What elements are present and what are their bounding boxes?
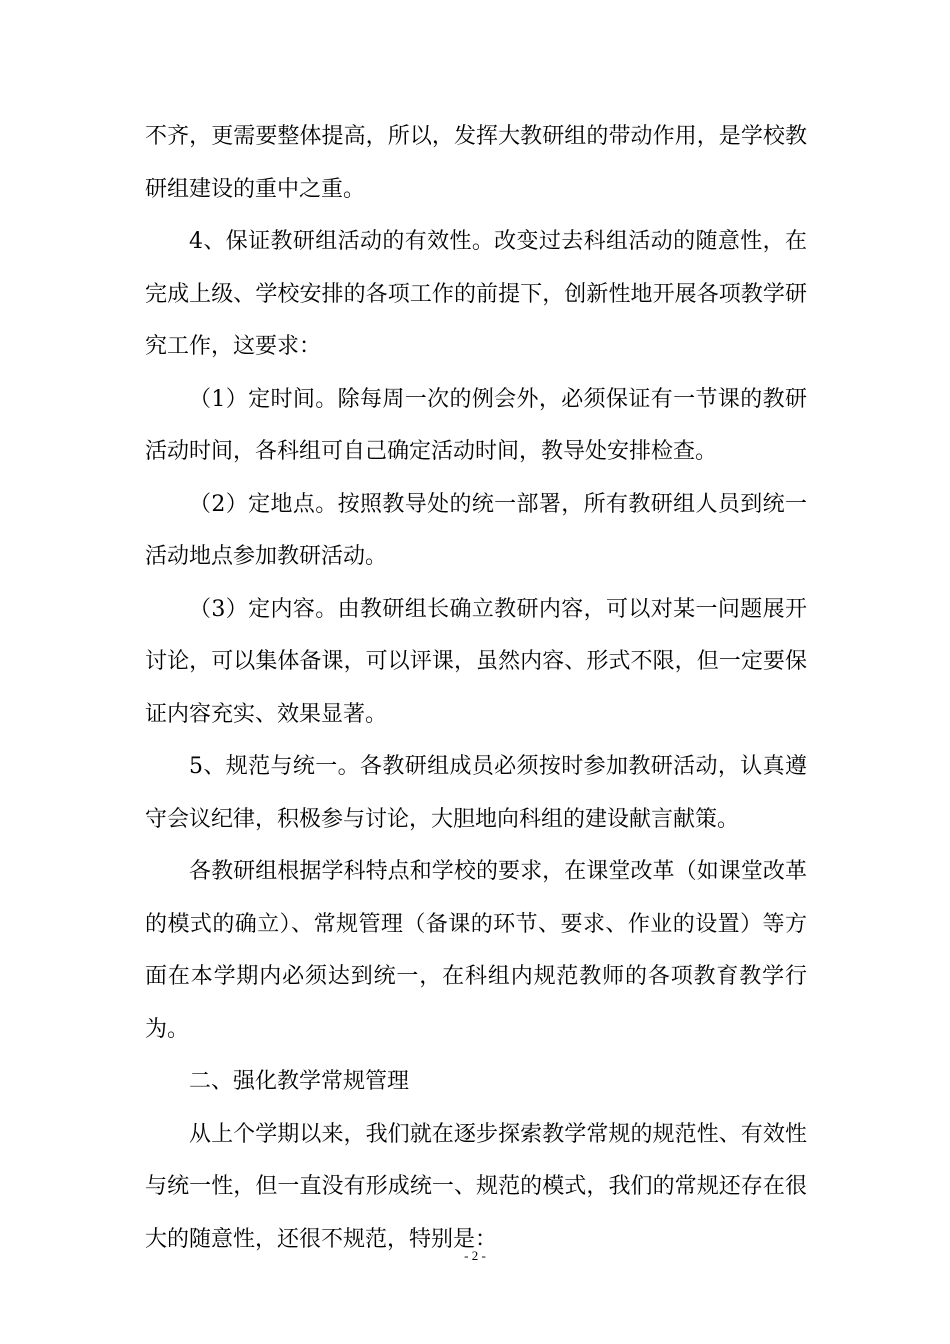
paragraph-subitem-2: （2）定地点。按照教导处的统一部署，所有教研组人员到统一活动地点参加教研活动。	[145, 491, 807, 569]
paragraph-unification: 各教研组根据学科特点和学校的要求，在课堂改革（如课堂改革的模式的确立）、常规管理（备课的环节、要求、作业的设置）等方面在本学期内必须达到统一，在科组内规范教师的各项教育教学行为。	[145, 859, 807, 1042]
paragraph-item-5: 5、规范与统一。各教研组成员必须按时参加教研活动，认真遵守会议纪律，积极参与讨论，大胆地向科组的建设献言献策。	[145, 754, 807, 832]
paragraph-subitem-3: （3）定内容。由教研组长确立教研内容，可以对某一问题展开讨论，可以集体备课，可以评课，虽然内容、形式不限，但一定要保证内容充实、效果显著。	[145, 596, 807, 727]
page-number: - 2 -	[464, 1248, 486, 1263]
paragraph-item-4: 4、保证教研组活动的有效性。改变过去科组活动的随意性，在完成上级、学校安排的各项工作的前提下，创新性地开展各项教学研究工作，这要求：	[145, 229, 807, 359]
document-body	[145, 111, 807, 1266]
paragraph-continuation: 不齐，更需要整体提高，所以，发挥大教研组的带动作用，是学校教研组建设的重中之重。	[145, 124, 807, 202]
paragraph-routine: 从上个学期以来，我们就在逐步探索教学常规的规范性、有效性与统一性，但一直没有形成统一、规范的模式，我们的常规还存在很大的随意性，还很不规范，特别是：	[145, 1121, 807, 1252]
section-heading: 二、强化教学常规管理	[189, 1069, 410, 1094]
paragraph-subitem-1: （1）定时间。除每周一次的例会外，必须保证有一节课的教研活动时间，各科组可自己确定活动时间，教导处安排检查。	[145, 386, 807, 464]
